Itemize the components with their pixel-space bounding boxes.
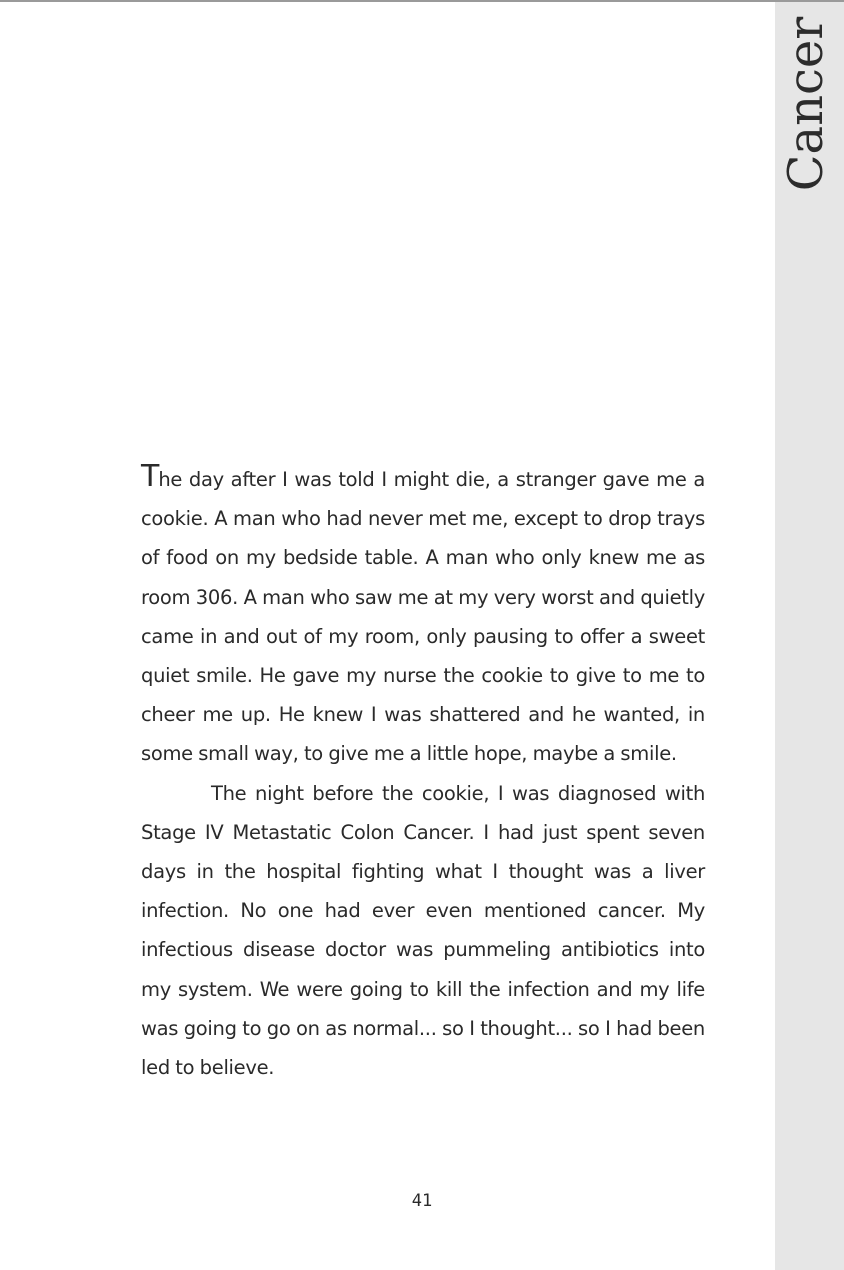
paragraph-1-text: he day after I was told I might die, a stranger gave me a cookie. A man who had never met me, except to drop trays of food on my bedside table. A man who only knew me as room 306. A man who saw me at my very worst and quietly came in and out of my room, only pausing to offer a sweet quiet smile. He gave my nurse the cookie to give to me to cheer me up. He knew I was shattered and he wanted, in some small way, to give me a little hope, maybe a smile. [141,468,705,766]
top-border [0,0,844,2]
page-number: 41 [411,1191,433,1211]
chapter-tab-label: Cancer [778,16,834,192]
chapter-body [141,460,705,1087]
initial-letter: T [141,459,159,494]
paragraph-1 [141,460,705,774]
chapter-side-tab [775,2,844,1270]
paragraph-2: The night before the cookie, I was diagnosed with Stage IV Metastatic Colon Cancer. I had just spent seven days in the hospital fighting what I thought was a liver infection. No one had ever even mentioned cancer. My infectious disease doctor was pummeling antibiotics into my system. We were going to kill the infection and my life was going to go on as normal... so I thought... so I had been led to believe. [141,781,705,1080]
